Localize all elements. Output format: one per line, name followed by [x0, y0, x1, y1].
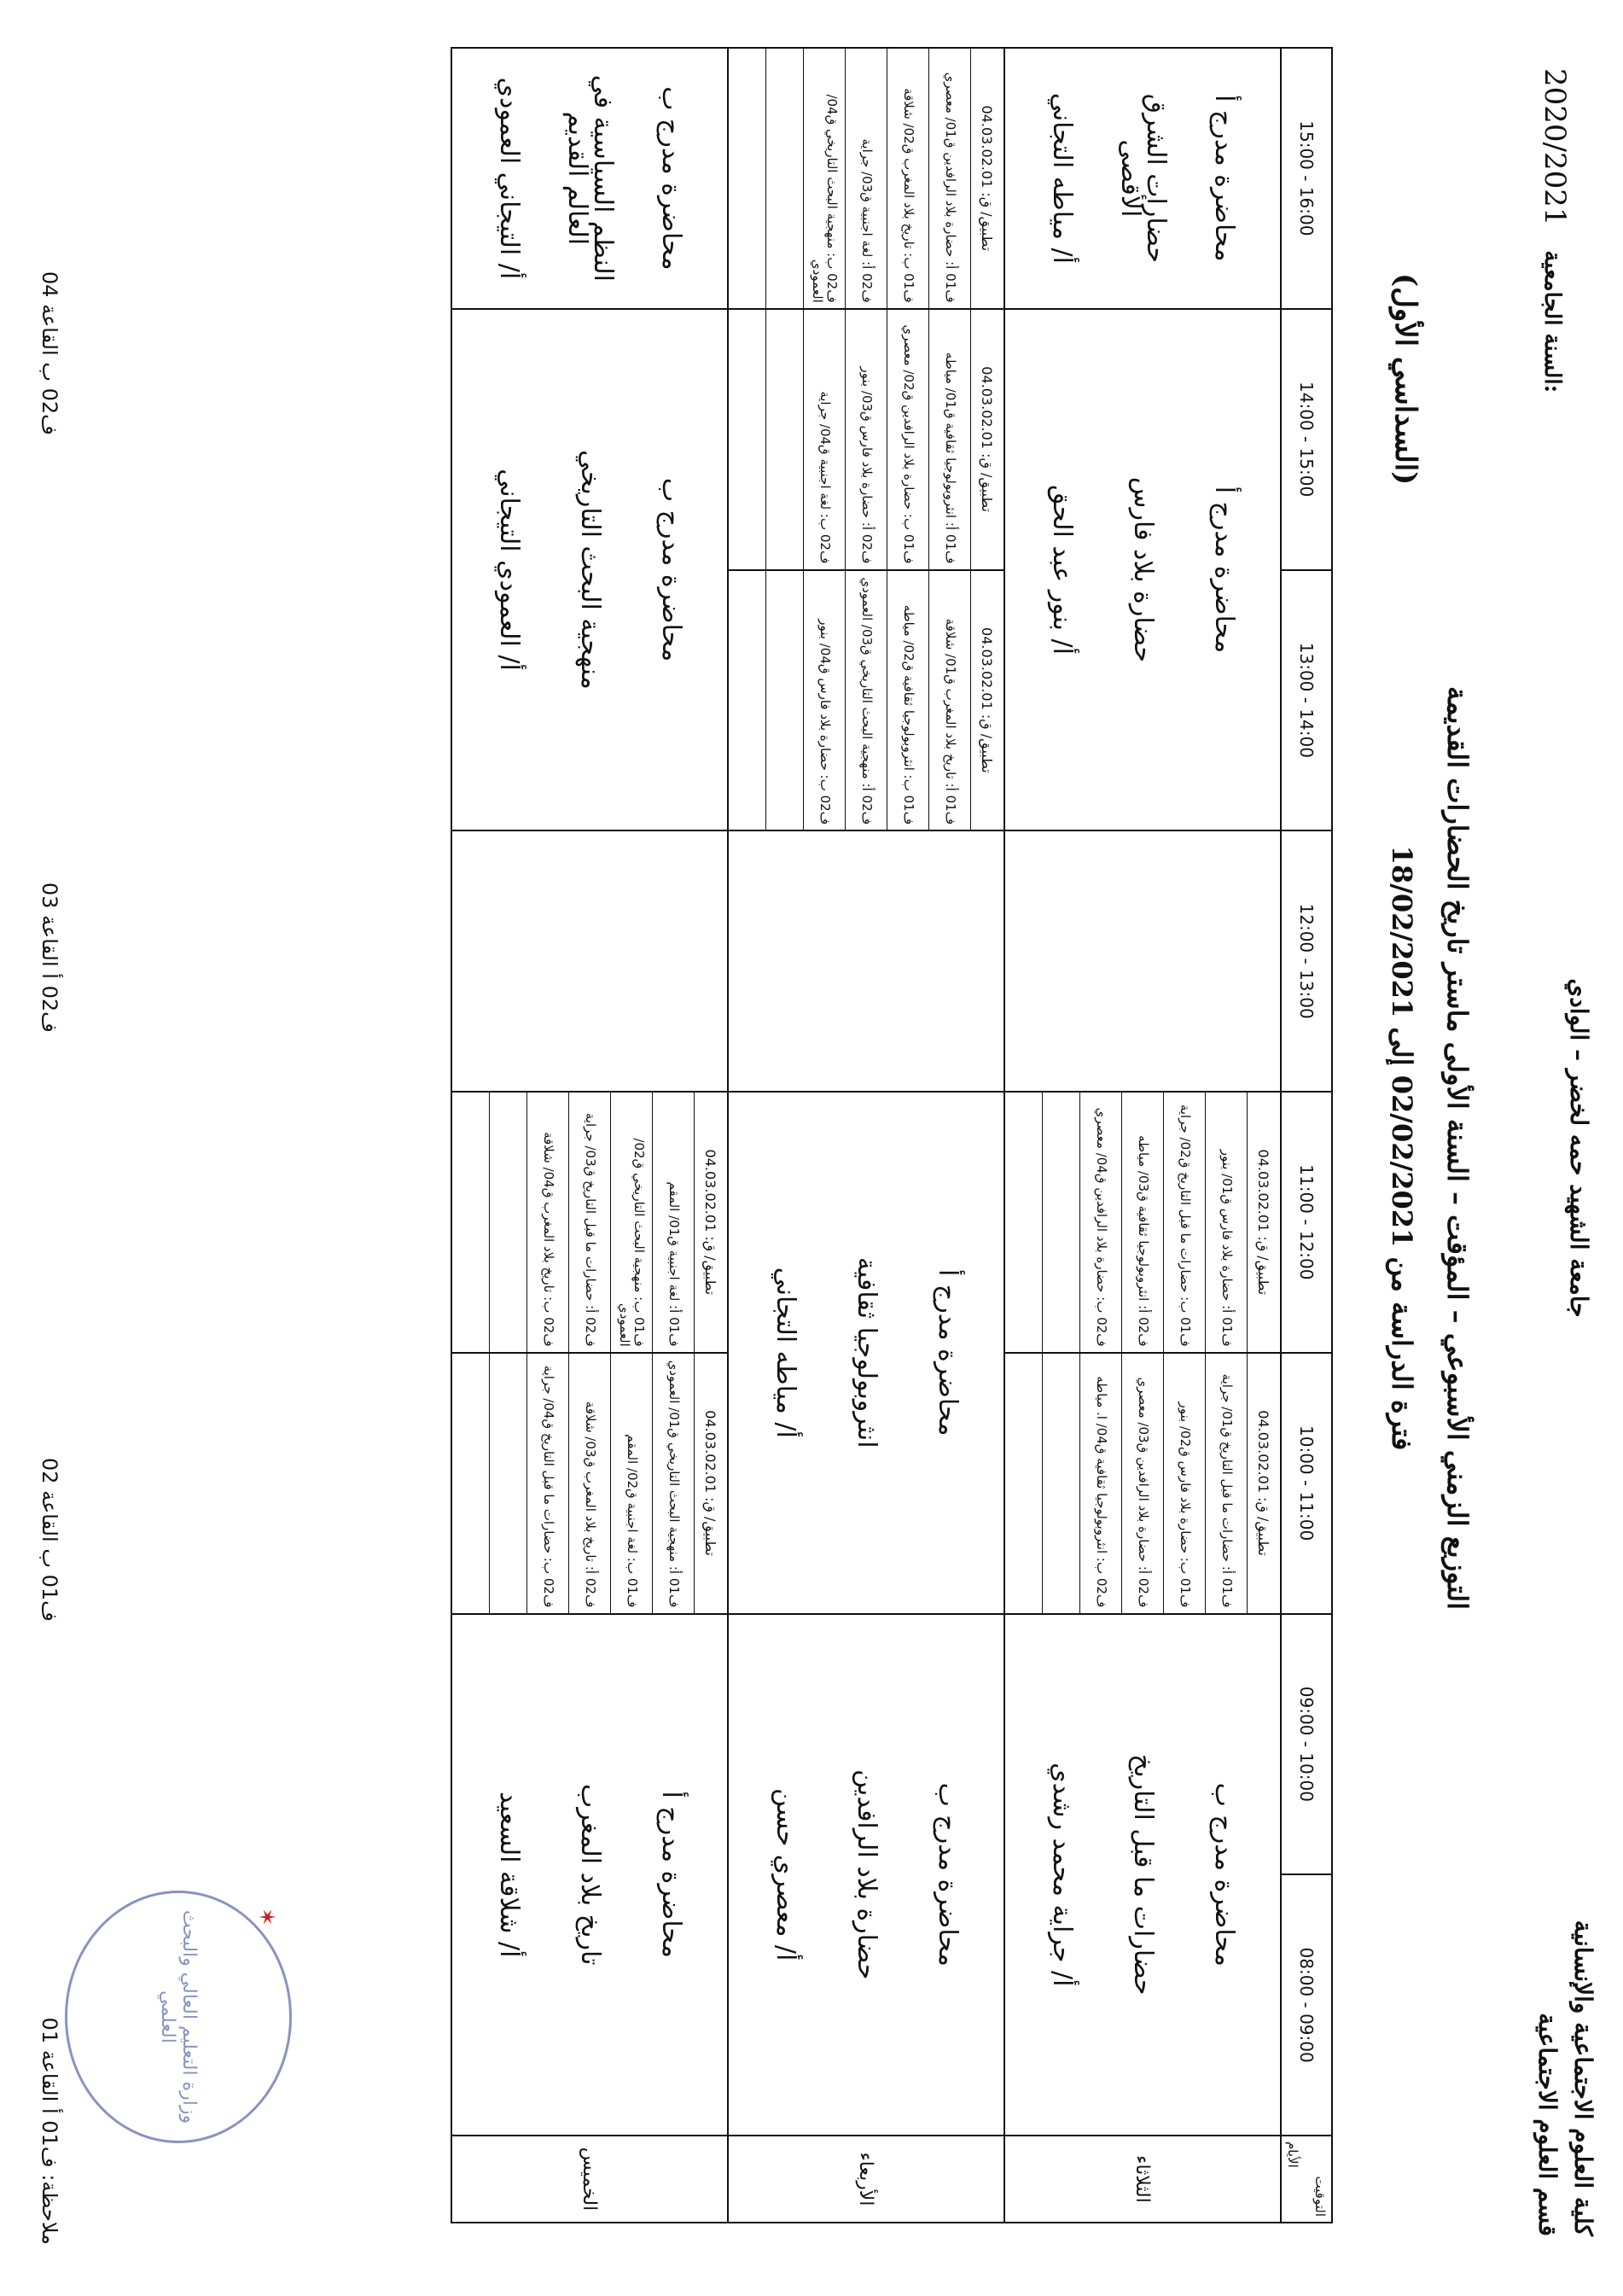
tutorial-group: ف01 ب: لغة اجنبية ق02/ المقم	[610, 1354, 652, 1613]
academic-year	[1538, 68, 1572, 393]
semester-label: (السداسي الأول)	[1388, 273, 1422, 486]
tutorial-cell	[451, 1353, 728, 1614]
tutorial-spare-row	[452, 1354, 489, 1613]
tutorial-spare-row	[489, 1093, 526, 1352]
tutorial-group: ف01 ب: حضارة بلاد الرافدين ق02/ معصري	[887, 310, 928, 569]
lecture-hall: محاضرة مدرج ب	[656, 477, 686, 662]
footer-room-assignment: ف02 ب القاعة 04	[38, 271, 61, 435]
lecture-cell	[451, 1614, 728, 2136]
lecture-teacher: أ/ شلاقة السعيد	[494, 1792, 524, 1958]
tutorial-spare-row	[729, 571, 765, 830]
lecture-teacher: أ/ مياطه التجاني	[771, 1267, 800, 1438]
tutorial-spare-row	[765, 49, 803, 308]
lecture-subject: منهجية البحث التاريخي	[575, 450, 605, 690]
lecture-cell	[728, 1614, 1004, 2136]
day-row-wednesday	[728, 48, 1004, 2223]
academic-year-label: السنة الجامعية:	[1539, 250, 1565, 393]
lecture-subject: انثروبولوجيا ثقافية	[852, 1256, 881, 1448]
time-slot-header: 10:00 - 11:00	[1281, 1353, 1332, 1614]
tutorial-spare-row	[729, 310, 765, 569]
tutorial-group: ف02 ب: حضارات ما قبل التاريخ ق04/ جراية	[526, 1354, 568, 1613]
empty-cell	[728, 830, 1004, 1092]
time-slot-header: 15:00 - 16:00	[1281, 48, 1332, 309]
tutorial-room: تطبيق/ ق: 04.03.02.01	[694, 1354, 727, 1613]
tutorial-cell	[728, 48, 1004, 309]
tutorial-group: ف01 ب: حضارات ما قبل التاريخ ق02/ جراية	[1163, 1093, 1205, 1352]
tutorial-room: تطبيق/ ق: 04.03.02.01	[694, 1093, 727, 1352]
footer-room-assignment: ف01 ب القاعة 02	[38, 1457, 61, 1622]
lecture-teacher: أ/ العمودي التيجاني	[494, 469, 524, 671]
tutorial-spare-row	[765, 571, 803, 830]
tutorial-group: ف02 أ: انثروبولوجيا ثقافية ق03/ مياطه	[1121, 1093, 1163, 1352]
lecture-cell	[451, 309, 728, 831]
time-slot-header: 08:00 - 09:00	[1281, 1874, 1332, 2136]
lecture-teacher: أ/ معصري حسن	[771, 1788, 800, 1961]
lecture-teacher: أ/ جراية محمد رشدي	[1047, 1763, 1077, 1987]
time-slot-header: 12:00 - 13:00	[1281, 830, 1332, 1092]
tutorial-group: ف02 ب: لغة اجنبية ق04/ جراية	[803, 310, 845, 569]
academic-year-value: 2020/2021	[1538, 68, 1572, 226]
day-row-tuesday	[1004, 48, 1281, 2223]
weekly-schedule-table	[451, 47, 1333, 2223]
tutorial-spare-row	[489, 1354, 526, 1613]
tutorial-group: ف01 أ: حضارة بلاد الرافدين ق01/ معصري	[928, 49, 970, 308]
lecture-cell	[728, 1092, 1004, 1614]
lecture-teacher: أ/ بنور عبد الحق	[1047, 485, 1077, 655]
star-icon: ✶	[253, 1908, 279, 1926]
official-stamp	[65, 1891, 292, 2143]
lecture-hall: محاضرة مدرج أ	[656, 1791, 686, 1958]
tutorial-cell	[1004, 1092, 1281, 1353]
time-slot-header: 13:00 - 14:00	[1281, 570, 1332, 831]
tutorial-group: ف02 أ: حضارة بلاد فارس ق03/ بنور	[845, 310, 887, 569]
time-header-row	[1281, 48, 1332, 2223]
tutorial-group: ف02 ب: انثروبولوجيا ثقافية ق04/ ا. مياطه	[1079, 1354, 1121, 1613]
tutorial-spare-row	[1005, 1354, 1042, 1613]
day-row-thursday	[451, 48, 728, 2223]
corner-cell	[1281, 2136, 1332, 2223]
tutorial-room: تطبيق/ ق: 04.03.02.01	[1247, 1093, 1280, 1352]
tutorial-cell	[728, 570, 1004, 831]
tutorial-group: ف01 ب: منهجية البحث التاريخي ق02/ العمودي	[610, 1093, 652, 1352]
lecture-hall: محاضرة مدرج أ	[1209, 95, 1239, 262]
empty-cell	[451, 830, 728, 1092]
tutorial-group: ف02 أ: لغة اجنبية ق03/ جراية	[845, 49, 887, 308]
lecture-teacher: أ/ مياطه التجاني	[1047, 92, 1077, 264]
empty-cell	[1004, 830, 1281, 1092]
lecture-subject: حضارة بلاد فارس	[1128, 476, 1158, 663]
tutorial-group: ف02 أ: منهجية البحث التاريخي ق03/ العمودي	[845, 571, 887, 830]
corner-days-label: الأيام	[1285, 2142, 1300, 2168]
tutorial-group: ف02 أ: حضارات ما قبل التاريخ ق03/ جراية	[568, 1093, 610, 1352]
lecture-hall: محاضرة مدرج ب	[933, 1782, 963, 1967]
day-label: الأربعاء	[728, 2136, 1004, 2223]
tutorial-room: تطبيق/ ق: 04.03.02.01	[970, 571, 1003, 830]
stamp-text: وزارة التعليم العالي والبحث العلمي	[157, 1909, 200, 2124]
tutorial-cell	[1004, 1353, 1281, 1614]
tutorial-group: ف02 أ: حضارة بلاد الرافدين ق03/ معصري	[1121, 1354, 1163, 1613]
tutorial-group: ف02 ب: منهجية البحث التاريخي ق04/ العمودي	[803, 49, 845, 308]
tutorial-cell	[728, 309, 1004, 570]
tutorial-group: ف02 ب: حضارة بلاد فارس ق04/ بنور	[803, 571, 845, 830]
tutorial-group: ف01 أ: منهجية البحث التاريخي ق01/ العمودي	[652, 1354, 694, 1613]
lecture-hall: محاضرة مدرج ب	[656, 86, 686, 271]
faculty-name: كلية العلوم الاجتماعية والإنسانية	[1569, 1920, 1597, 2236]
lecture-hall: محاضرة مدرج أ	[1209, 486, 1239, 654]
tutorial-room: تطبيق/ ق: 04.03.02.01	[970, 49, 1003, 308]
day-label: الخميس	[451, 2136, 728, 2223]
tutorial-spare-row	[765, 310, 803, 569]
time-slot-header: 14:00 - 15:00	[1281, 309, 1332, 570]
tutorial-group: ف01 أ: حضارات ما قبل التاريخ ق01/ جراية	[1205, 1354, 1247, 1613]
university-name: جامعة الشهيد حمه لخضر – الوادي	[1565, 978, 1593, 1318]
tutorial-group: ف01 أ: انثروبولوجيا ثقافية ق01/ مياطه	[928, 310, 970, 569]
tutorial-spare-row	[1042, 1354, 1079, 1613]
lecture-teacher: أ/ التيجاني العمودي	[494, 77, 524, 280]
tutorial-group: ف01 ب: تاريخ بلاد المغرب ق02/ شلاقة	[887, 49, 928, 308]
timetable-title: التوزيع الزمني الأسبوعي – المؤقت – السنة الأولى ماستر تاريخ الحضارات القديمة	[1441, 686, 1474, 1610]
lecture-subject: حضارات الشرق الأقصى	[1115, 93, 1171, 264]
department-name: قسم العلوم الاجتماعية	[1533, 2013, 1562, 2236]
tutorial-spare-row	[1042, 1093, 1079, 1352]
corner-time-label: التوقيت	[1312, 2176, 1328, 2217]
footer-note: ملاحظة: ف01 أ القاعة 01	[38, 2017, 61, 2245]
study-period: فترة الدراسة من 02/02/2021 إلى 18/02/2021	[1386, 845, 1418, 1451]
lecture-cell	[451, 48, 728, 309]
lecture-cell	[1004, 1614, 1281, 2136]
tutorial-group: ف01 ب: حضارة بلاد فارس ق02/ بنور	[1163, 1354, 1205, 1613]
lecture-hall: محاضرة مدرج ب	[1209, 1782, 1239, 1967]
lecture-subject: تاريخ بلاد المغرب	[575, 1784, 605, 1966]
tutorial-group: ف01 أ: لغة اجنبية ق01/ المقم	[652, 1093, 694, 1352]
tutorial-spare-row	[452, 1093, 489, 1352]
tutorial-room: تطبيق/ ق: 04.03.02.01	[970, 310, 1003, 569]
footer-room-assignment: ف02 أ القاعة 03	[38, 882, 61, 1033]
tutorial-room: تطبيق/ ق: 04.03.02.01	[1247, 1354, 1280, 1613]
lecture-hall: محاضرة مدرج أ	[933, 1269, 963, 1436]
tutorial-spare-row	[729, 49, 765, 308]
day-label: الثلاثاء	[1004, 2136, 1281, 2223]
lecture-subject: حضارة بلاد الرافدين	[852, 1769, 881, 1980]
lecture-cell	[1004, 309, 1281, 831]
tutorial-group: ف02 أ: تاريخ بلاد المغرب ق03/ شلاقة	[568, 1354, 610, 1613]
tutorial-spare-row	[1005, 1093, 1042, 1352]
tutorial-group: ف01 أ: حضارة بلاد فارس ق01/ بنور	[1205, 1093, 1247, 1352]
time-slot-header: 09:00 - 10:00	[1281, 1614, 1332, 1875]
tutorial-group: ف01 أ: تاريخ بلاد المغرب ق01/ شلاقة	[928, 571, 970, 830]
tutorial-cell	[451, 1092, 728, 1353]
tutorial-group: ف02 ب: حضارة بلاد الرافدين ق04/ معصري	[1079, 1093, 1121, 1352]
lecture-subject: حضارات ما قبل التاريخ	[1128, 1753, 1158, 1996]
lecture-subject: النظم السياسية في العالم القديم	[562, 74, 618, 282]
lecture-cell	[1004, 48, 1281, 309]
tutorial-group: ف01 ب: انثروبولوجيا ثقافية ق02/ مياطه	[887, 571, 928, 830]
time-slot-header: 11:00 - 12:00	[1281, 1092, 1332, 1353]
tutorial-group: ف02 ب: تاريخ بلاد المغرب ق04/ شلاقة	[526, 1093, 568, 1352]
